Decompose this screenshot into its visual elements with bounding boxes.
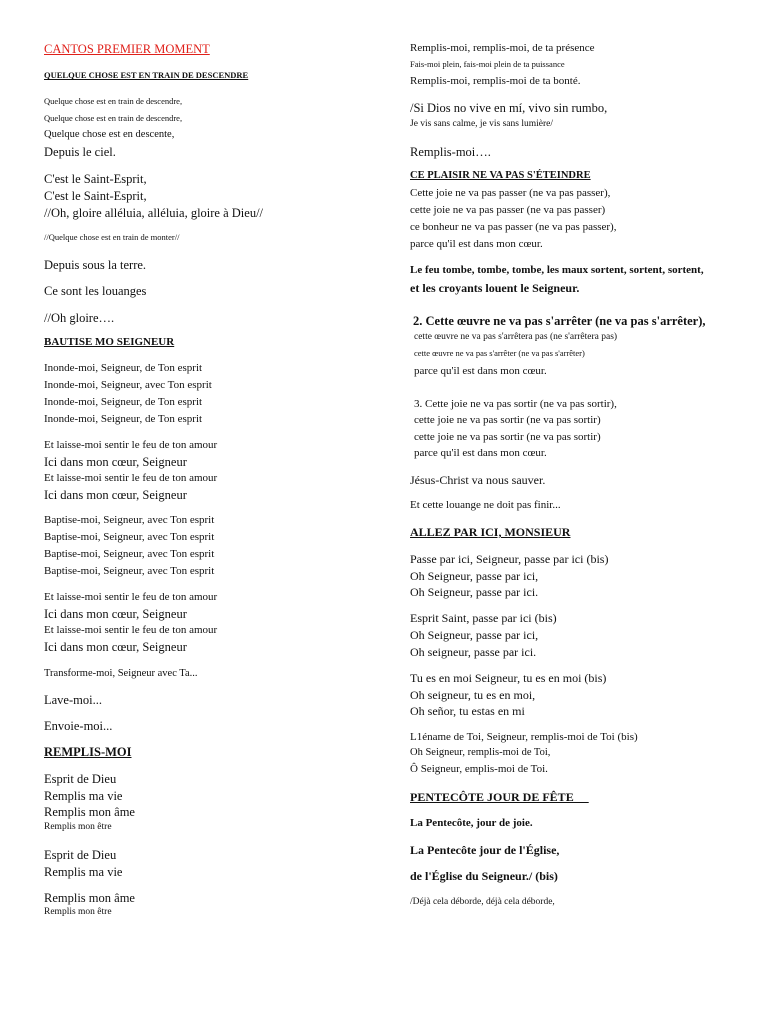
lyric-line: de l'Église du Seigneur./ (bis) [410, 869, 558, 883]
lyric-line: Inonde-moi, Seigneur, avec Ton esprit [44, 379, 212, 391]
lyric-line: 2. Cette œuvre ne va pas s'arrêter (ne va pas s'arrêter), [413, 314, 706, 328]
lyric-line: Esprit de Dieu [44, 848, 117, 862]
song-title: REMPLIS-MOI [44, 745, 132, 759]
lyric-line: Oh seigneur, passe par ici. [410, 645, 537, 659]
lyric-line: Remplis mon âme [44, 805, 135, 819]
lyric-line: 3. Cette joie ne va pas sortir (ne va pas sortir), [414, 398, 617, 410]
lyric-line: Et laisse-moi sentir le feu de ton amour [44, 439, 218, 451]
song-title: ALLEZ PAR ICI, MONSIEUR [410, 525, 571, 539]
lyric-line: Remplis ma vie [44, 789, 123, 803]
lyric-line: Inonde-moi, Seigneur, de Ton esprit [44, 362, 203, 374]
lyric-line: Oh Seigneur, passe par ici, [410, 628, 539, 642]
lyric-line: Remplis mon âme [44, 891, 135, 905]
lyric-line: Inonde-moi, Seigneur, de Ton esprit [44, 413, 203, 425]
lyric-line: /Si Dios no vive en mí, vivo sin rumbo, [410, 101, 608, 115]
lyric-line: Et laisse-moi sentir le feu de ton amour [44, 624, 218, 636]
lyric-line: Depuis sous la terre. [44, 258, 147, 272]
lyric-line: parce qu'il est dans mon cœur. [410, 238, 543, 250]
lyric-line: Transforme-moi, Seigneur avec Ta... [44, 668, 198, 679]
lyric-line: Remplis ma vie [44, 865, 123, 879]
lyric-line: parce qu'il est dans mon cœur. [414, 447, 547, 459]
lyric-line: Remplis-moi, remplis-moi de ta bonté. [410, 75, 581, 87]
song-title: CE PLAISIR NE VA PAS S'ÉTEINDRE [410, 170, 591, 181]
lyric-line: Baptise-moi, Seigneur, avec Ton esprit [44, 531, 215, 543]
lyric-line: Et laisse-moi sentir le feu de ton amour [44, 472, 218, 484]
lyric-line: Ici dans mon cœur, Seigneur [44, 488, 187, 502]
lyric-line: Esprit de Dieu [44, 772, 117, 786]
lyric-line: cette œuvre ne va pas s'arrêter (ne va pas s'arrêter) [414, 348, 585, 358]
lyric-line: Ici dans mon cœur, Seigneur [44, 607, 187, 621]
lyric-line: cette joie ne va pas sortir (ne va pas sortir) [414, 414, 601, 426]
lyric-line: Baptise-moi, Seigneur, avec Ton esprit [44, 565, 215, 577]
lyric-line: Jésus-Christ va nous sauver. [410, 473, 546, 487]
lyric-line: Je vis sans calme, je vis sans lumière/ [410, 119, 553, 129]
main-title: CANTOS PREMIER MOMENT [44, 42, 210, 56]
lyric-line: Baptise-moi, Seigneur, avec Ton esprit [44, 548, 215, 560]
lyric-line: Oh señor, tu estas en mi [410, 704, 525, 718]
lyric-line: Esprit Saint, passe par ici (bis) [410, 611, 557, 625]
lyric-line: cette œuvre ne va pas s'arrêtera pas (ne s'arrêtera pas) [414, 332, 618, 342]
lyric-line: //Oh, gloire alléluia, alléluia, gloire à Dieu// [44, 206, 264, 220]
lyric-line: Lave-moi... [44, 693, 102, 707]
lyric-line: Ici dans mon cœur, Seigneur [44, 455, 187, 469]
lyric-line: Remplis-moi…. [410, 145, 491, 159]
lyric-line: Fais-moi plein, fais-moi plein de ta puissance [410, 59, 565, 69]
lyric-line: Baptise-moi, Seigneur, avec Ton esprit [44, 514, 215, 526]
lyric-line: Ici dans mon cœur, Seigneur [44, 640, 187, 654]
lyric-line: Ce sont les louanges [44, 284, 147, 298]
lyric-line: La Pentecôte, jour de joie. [410, 817, 533, 829]
lyric-line: Depuis le ciel. [44, 145, 116, 159]
lyric-line: C'est le Saint-Esprit, [44, 172, 147, 186]
lyric-line: Remplis mon être [44, 822, 112, 832]
lyric-line: //Quelque chose est en train de monter// [44, 232, 180, 242]
song-title: QUELQUE CHOSE EST EN TRAIN DE DESCENDRE [44, 70, 249, 80]
lyric-line: et les croyants louent le Seigneur. [410, 281, 580, 295]
lyric-line: Remplis-moi, remplis-moi, de ta présence [410, 42, 595, 54]
lyric-line: Remplis mon être [44, 907, 112, 917]
lyric-line: La Pentecôte jour de l'Église, [410, 843, 560, 857]
lyric-line: Quelque chose est en train de descendre, [44, 96, 183, 106]
lyric-line: parce qu'il est dans mon cœur. [414, 365, 547, 377]
lyric-line: Passe par ici, Seigneur, passe par ici (bis) [410, 552, 609, 566]
lyric-line: L1éname de Toi, Seigneur, remplis-moi de Toi (bis) [410, 731, 638, 743]
lyric-line: Cette joie ne va pas passer (ne va pas passer), [410, 187, 611, 199]
song-title: BAUTISE MO SEIGNEUR [44, 336, 175, 348]
lyric-line: Oh Seigneur, remplis-moi de Toi, [410, 747, 551, 758]
lyric-line: Oh Seigneur, passe par ici, [410, 569, 539, 583]
lyric-line: Envoie-moi... [44, 719, 113, 733]
lyric-line: Inonde-moi, Seigneur, de Ton esprit [44, 396, 203, 408]
lyric-line: Et laisse-moi sentir le feu de ton amour [44, 591, 218, 603]
lyric-line: C'est le Saint-Esprit, [44, 189, 147, 203]
lyric-line: //Oh gloire…. [44, 311, 115, 325]
lyric-line: Quelque chose est en train de descendre, [44, 113, 183, 123]
lyric-line: cette joie ne va pas sortir (ne va pas sortir) [414, 431, 601, 443]
song-title: PENTECÔTE JOUR DE FÊTE [410, 790, 589, 804]
lyric-line: ce bonheur ne va pas passer (ne va pas passer), [410, 221, 617, 233]
lyric-line: Et cette louange ne doit pas finir... [410, 499, 561, 511]
lyric-line: Ô Seigneur, emplis-moi de Toi. [410, 763, 548, 775]
lyric-line: cette joie ne va pas passer (ne va pas passer) [410, 204, 606, 216]
lyric-line: Oh seigneur, tu es en moi, [410, 688, 536, 702]
lyric-line: /Déjà cela déborde, déjà cela déborde, [410, 897, 555, 907]
lyric-line: Tu es en moi Seigneur, tu es en moi (bis) [410, 671, 607, 685]
lyric-line: Le feu tombe, tombe, tombe, les maux sortent, sortent, sortent, [410, 264, 704, 276]
lyric-line: Quelque chose est en descente, [44, 129, 175, 140]
lyric-line: Oh Seigneur, passe par ici. [410, 585, 539, 599]
